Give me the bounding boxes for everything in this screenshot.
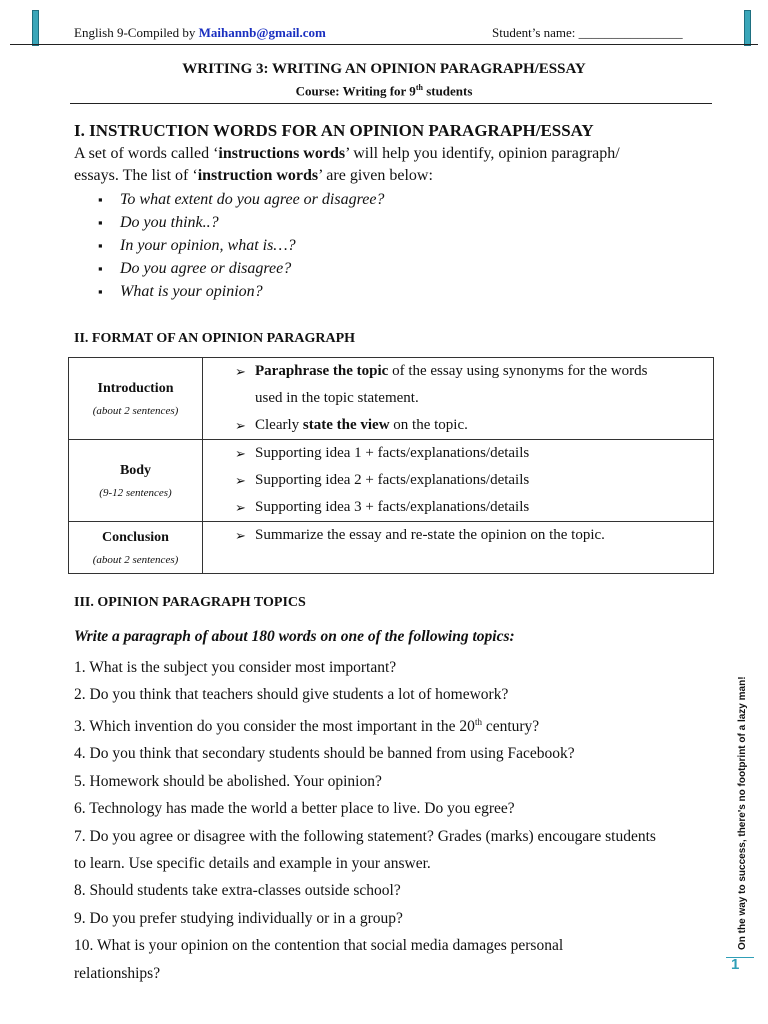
header-student-name: Student’s name: ________________: [492, 25, 683, 40]
table-cell-label: Body (9-12 sentences): [69, 440, 203, 522]
list-item: 10. What is your opinion on the contention that social media damages personal: [74, 937, 564, 955]
section1-heading: I. INSTRUCTION WORDS FOR AN OPINION PARAGRAPH/ESSAY: [74, 121, 594, 140]
list-item: 4. Do you think that secondary students should be banned from using Facebook?: [74, 745, 575, 763]
list-item: ▪ What is your opinion?: [98, 280, 384, 303]
table-point: ➢ Supporting idea 3 + facts/explanations/details: [203, 494, 713, 521]
table-point: ➢ Paraphrase the topic of the essay using synonyms for the words: [203, 358, 713, 385]
list-item: 5. Homework should be abolished. Your opinion?: [74, 772, 382, 790]
header-email[interactable]: Maihannb@gmail.com: [198, 25, 326, 40]
page-subtitle: Course: Writing for 9th students: [295, 83, 473, 99]
list-item: ▪ In your opinion, what is…?: [98, 234, 384, 257]
page-title: WRITING 3: WRITING AN OPINION PARAGRAPH/ESSAY: [182, 61, 586, 77]
section2-heading: II. FORMAT OF AN OPINION PARAGRAPH: [74, 331, 356, 346]
section1-intro-line2: essays. The list of ‘instruction words’ are given below:: [74, 167, 433, 184]
list-item: 6. Technology has made the world a better place to live. Do you egree?: [74, 800, 515, 818]
page-number: 1: [731, 956, 740, 973]
table-cell-content: [203, 358, 714, 440]
table-cell-label: Introduction (about 2 sentences): [69, 358, 203, 440]
title-rule: [70, 103, 712, 104]
list-item: ▪ Do you agree or disagree?: [98, 257, 384, 280]
list-item: ▪ Do you think..?: [98, 211, 384, 234]
table-point-continuation: used in the topic statement.: [255, 390, 419, 406]
table-point: ➢ Summarize the essay and re-state the opinion on the topic.: [203, 522, 713, 549]
list-item: 8. Should students take extra-classes outside school?: [74, 882, 401, 900]
list-item: 9. Do you prefer studying individually or in a group?: [74, 909, 403, 927]
table-cell-label: Conclusion (about 2 sentences): [69, 522, 203, 574]
list-item: 2. Do you think that teachers should give students a lot of homework?: [74, 686, 509, 704]
format-table: [68, 357, 714, 574]
header-rule: [10, 44, 758, 45]
header-bar-right: [744, 10, 751, 46]
section3-heading: III. OPINION PARAGRAPH TOPICS: [74, 595, 306, 610]
section1-intro-line1: A set of words called ‘instructions words’ will help you identify, opinion paragraph/: [74, 145, 620, 162]
table-point: ➢ Supporting idea 2 + facts/explanations/details: [203, 467, 713, 494]
header-compiled-by: English 9-Compiled by Maihannb@gmail.com: [74, 25, 326, 40]
side-slogan: On the way to success, there's no footprint of a lazy man!: [737, 676, 748, 950]
list-item: ▪ To what extent do you agree or disagree?: [98, 188, 384, 211]
table-row: [69, 358, 714, 440]
table-row: [69, 522, 714, 574]
table-cell-content: [203, 522, 714, 574]
list-item: 3. Which invention do you consider the most important in the 20th century?: [74, 716, 540, 735]
section3-task: Write a paragraph of about 180 words on one of the following topics:: [74, 628, 515, 645]
table-cell-content: [203, 440, 714, 522]
table-row: [69, 440, 714, 522]
header-bar-left: [32, 10, 39, 46]
table-point: ➢ Clearly state the view on the topic.: [203, 412, 713, 439]
list-item: to learn. Use specific details and example in your answer.: [74, 855, 431, 872]
topics-list: [74, 654, 724, 987]
table-point: ➢ Supporting idea 1 + facts/explanations/details: [203, 440, 713, 467]
instruction-words-list: [98, 188, 384, 303]
list-item: 7. Do you agree or disagree with the following statement? Grades (marks) encougare students: [74, 827, 656, 845]
list-item: relationships?: [74, 964, 161, 982]
list-item: 1. What is the subject you consider most important?: [74, 659, 397, 676]
